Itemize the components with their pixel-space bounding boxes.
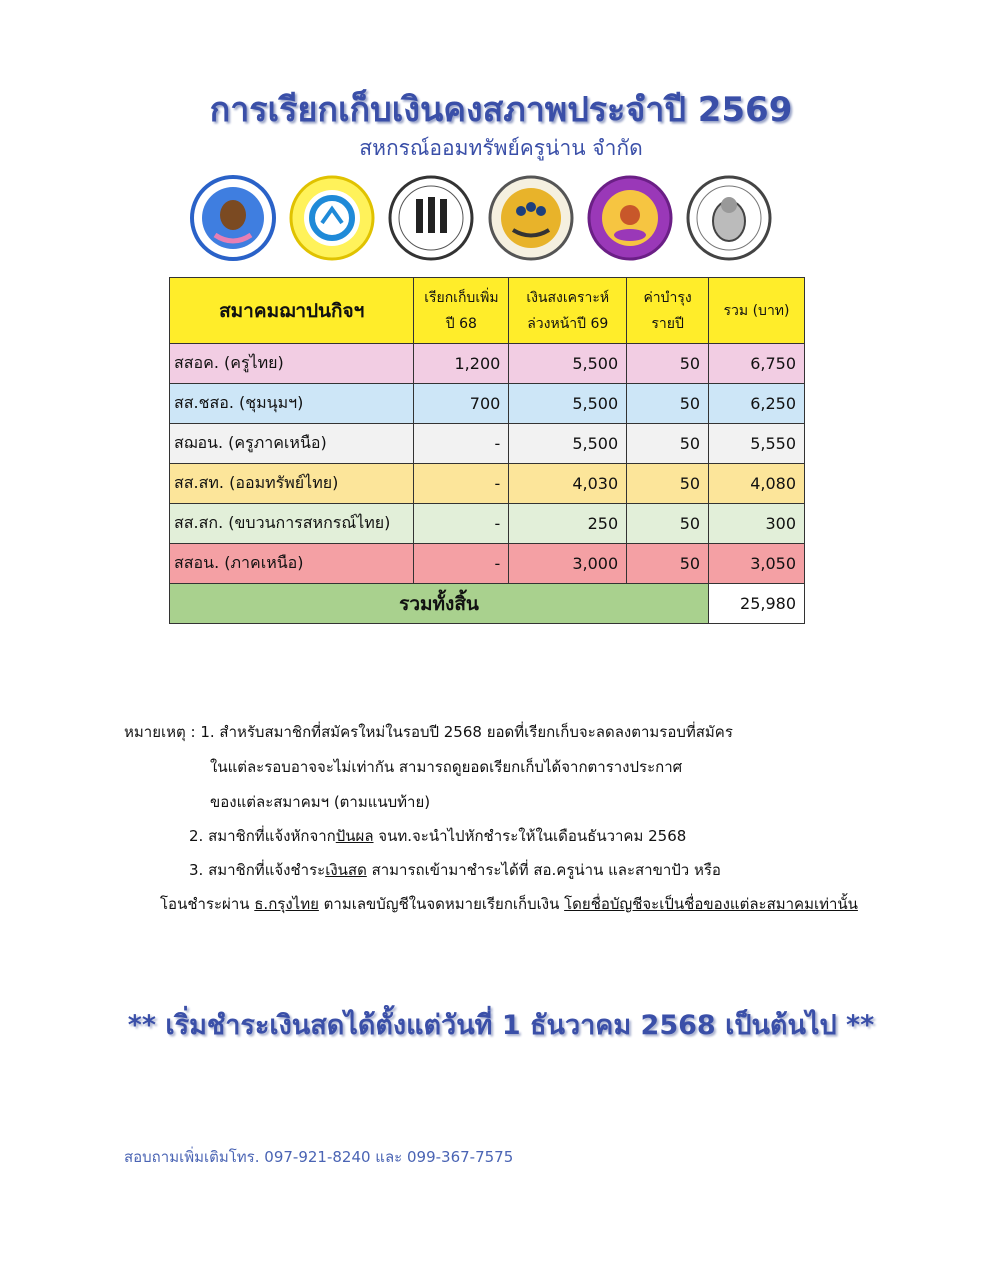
grand-total-row bbox=[170, 584, 805, 624]
association-logo-1 bbox=[190, 175, 276, 261]
page-title: การเรียกเก็บเงินคงสภาพประจำปี 2569 bbox=[209, 90, 793, 130]
note-3-text-a: 3. สมาชิกที่แจ้งชำระ bbox=[189, 861, 326, 879]
association-name: สฌอน. (ครูภาคเหนือ) bbox=[170, 424, 414, 464]
header-welfare-line1: เงินสงเคราะห์ bbox=[526, 289, 610, 306]
row-total: 3,050 bbox=[709, 544, 805, 584]
extra-amount: 700 bbox=[414, 384, 509, 424]
note-3-underlined: เงินสด bbox=[325, 861, 367, 879]
row-total: 6,250 bbox=[709, 384, 805, 424]
extra-amount: - bbox=[414, 544, 509, 584]
welfare-amount: 3,000 bbox=[509, 544, 627, 584]
association-logo-5 bbox=[587, 175, 673, 261]
header-fee-line2: รายปี bbox=[651, 315, 684, 332]
association-logo-3 bbox=[388, 175, 474, 261]
grand-total-value: 25,980 bbox=[709, 584, 805, 624]
note-1-line-2: ในแต่ละรอบอาจจะไม่เท่ากัน สามารถดูยอดเรียกเก็บได้จากตารางประกาศ bbox=[210, 758, 683, 776]
association-name: สส.สท. (ออมทรัพย์ไทย) bbox=[170, 464, 414, 504]
welfare-amount: 5,500 bbox=[509, 384, 627, 424]
note-2 bbox=[189, 824, 686, 848]
fee-amount: 50 bbox=[627, 344, 709, 384]
association-name: สส.ชสอ. (ชุมนุมฯ) bbox=[170, 384, 414, 424]
row-total: 6,750 bbox=[709, 344, 805, 384]
table-row bbox=[170, 384, 805, 424]
note-4-bank: ธ.กรุงไทย bbox=[254, 895, 319, 913]
table-row bbox=[170, 344, 805, 384]
row-total: 5,550 bbox=[709, 424, 805, 464]
association-name: สสอน. (ภาคเหนือ) bbox=[170, 544, 414, 584]
note-4-account-notice: โดยชื่อบัญชีจะเป็นชื่อของแต่ละสมาคมเท่านั้น bbox=[564, 895, 858, 913]
fee-table bbox=[169, 277, 805, 624]
header-welfare bbox=[509, 278, 627, 344]
note-3 bbox=[189, 858, 721, 882]
association-logo-6 bbox=[686, 175, 772, 261]
note-4-text-a: โอนชำระผ่าน bbox=[160, 895, 255, 913]
page-subtitle: สหกรณ์ออมทรัพย์ครูน่าน จำกัด bbox=[359, 136, 643, 160]
table-header-row bbox=[170, 278, 805, 344]
note-1-line-3: ของแต่ละสมาคมฯ (ตามแนบท้าย) bbox=[210, 793, 431, 811]
fee-amount: 50 bbox=[627, 544, 709, 584]
association-name: สส.สก. (ขบวนการสหกรณ์ไทย) bbox=[170, 504, 414, 544]
note-1-line-1: หมายเหตุ : 1. สำหรับสมาชิกที่สมัครใหม่ในรอบปี 2568 ยอดที่เรียกเก็บจะลดลงตามรอบที่สมัคร bbox=[124, 723, 733, 741]
header-fee-line1: ค่าบำรุง bbox=[643, 289, 692, 306]
welfare-amount: 250 bbox=[509, 504, 627, 544]
extra-amount: - bbox=[414, 464, 509, 504]
header-welfare-line2: ล่วงหน้าปี 69 bbox=[527, 315, 609, 332]
header-fee bbox=[627, 278, 709, 344]
header-total: รวม (บาท) bbox=[709, 278, 805, 344]
cash-payment-announcement: ** เริ่มชำระเงินสดได้ตั้งแต่วันที่ 1 ธันวาคม 2568 เป็นต้นไป ** bbox=[127, 1010, 875, 1041]
row-total: 4,080 bbox=[709, 464, 805, 504]
fee-amount: 50 bbox=[627, 384, 709, 424]
association-logos bbox=[190, 175, 772, 261]
header-association: สมาคมฌาปนกิจฯ bbox=[170, 278, 414, 344]
extra-amount: - bbox=[414, 424, 509, 464]
fee-amount: 50 bbox=[627, 504, 709, 544]
table-row bbox=[170, 544, 805, 584]
header-extra bbox=[414, 278, 509, 344]
grand-total-label: รวมทั้งสิ้น bbox=[170, 584, 709, 624]
welfare-amount: 5,500 bbox=[509, 344, 627, 384]
note-4 bbox=[160, 892, 858, 916]
association-logo-4 bbox=[488, 175, 574, 261]
table-row bbox=[170, 424, 805, 464]
row-total: 300 bbox=[709, 504, 805, 544]
welfare-amount: 5,500 bbox=[509, 424, 627, 464]
table-row bbox=[170, 504, 805, 544]
note-3-text-b: สามารถเข้ามาชำระได้ที่ สอ.ครูน่าน และสาขาปัว หรือ bbox=[366, 861, 721, 879]
welfare-amount: 4,030 bbox=[509, 464, 627, 504]
association-logo-2 bbox=[289, 175, 375, 261]
note-4-text-b: ตามเลขบัญชีในจดหมายเรียกเก็บเงิน bbox=[318, 895, 565, 913]
header-extra-line1: เรียกเก็บเพิ่ม bbox=[424, 289, 499, 306]
note-2-text-b: จนท.จะนำไปหักชำระให้ในเดือนธันวาคม 2568 bbox=[373, 827, 687, 845]
association-name: สสอค. (ครูไทย) bbox=[170, 344, 414, 384]
fee-amount: 50 bbox=[627, 464, 709, 504]
fee-amount: 50 bbox=[627, 424, 709, 464]
extra-amount: - bbox=[414, 504, 509, 544]
header-extra-line2: ปี 68 bbox=[445, 315, 477, 332]
note-2-text-a: 2. สมาชิกที่แจ้งหักจาก bbox=[189, 827, 336, 845]
extra-amount: 1,200 bbox=[414, 344, 509, 384]
note-2-underlined: ปันผล bbox=[335, 827, 374, 845]
contact-phone: สอบถามเพิ่มเติมโทร. 097-921-8240 และ 099-367-7575 bbox=[124, 1148, 514, 1166]
table-row bbox=[170, 464, 805, 504]
